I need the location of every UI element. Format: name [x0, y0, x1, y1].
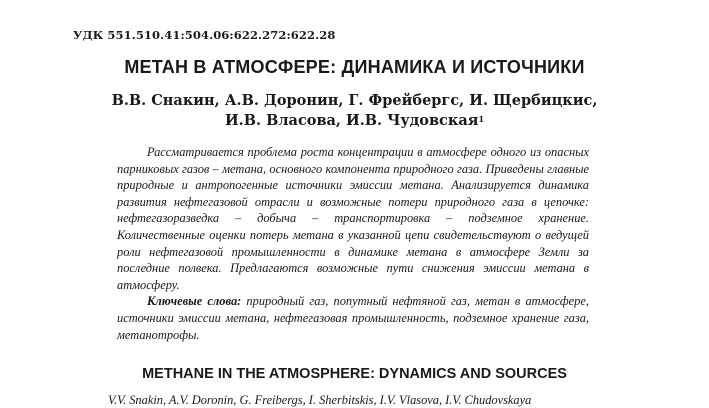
article-title: МЕТАН В АТМОСФЕРЕ: ДИНАМИКА И ИСТОЧНИКИ: [124, 57, 585, 77]
keywords-text: природный газ, попутный нефтяной газ, метан в атмосфере, источники эмиссии метана, нефтегазовая промышленность, подземное хранение газа, метанотрофы.: [117, 294, 589, 342]
authors-line-2: [0, 111, 709, 131]
authors-line-1: В.В. Снакин, А.В. Доронин, Г. Фрейбергс, И. Щербицкис,: [111, 92, 598, 109]
english-title: METHANE IN THE ATMOSPHERE: DYNAMICS AND SOURCES: [142, 366, 567, 382]
keywords-paragraph: [117, 293, 589, 343]
authors-block: [0, 91, 709, 131]
udc-code: УДК 551.510.41:504.06:622.272:622.28: [73, 28, 336, 42]
author-footnote-mark: 1: [478, 114, 485, 124]
abstract-block: [117, 144, 589, 343]
abstract-text: Рассматривается проблема роста концентрации в атмосфере одного из опасных парниковых газов – метана, основного компонента природного газа. Приведены главные природные и антропогенные источники эмиссии метана. Анализируется динамика развития нефтегазовой отрасли и возможные потери природного газа в цепочке: нефтегазоразведка – добыча – транспортировка – подземное хранение. Количественные оценки потерь метана в указанной цепи свидетельствуют о ведущей роли нефтегазовой промышленности в динамике метана в атмосфере Земли за последние полвека. Предлагаются возможные пути снижения эмиссии метана в атмосферу.: [117, 145, 589, 292]
keywords-label: Ключевые слова:: [147, 294, 242, 309]
authors-line-2-text: И.В. Власова, И.В. Чудовская: [224, 112, 479, 129]
english-authors: V.V. Snakin, A.V. Doronin, G. Freibergs, I. Sherbitskis, I.V. Vlasova, I.V. Chudovskaya: [108, 393, 532, 407]
